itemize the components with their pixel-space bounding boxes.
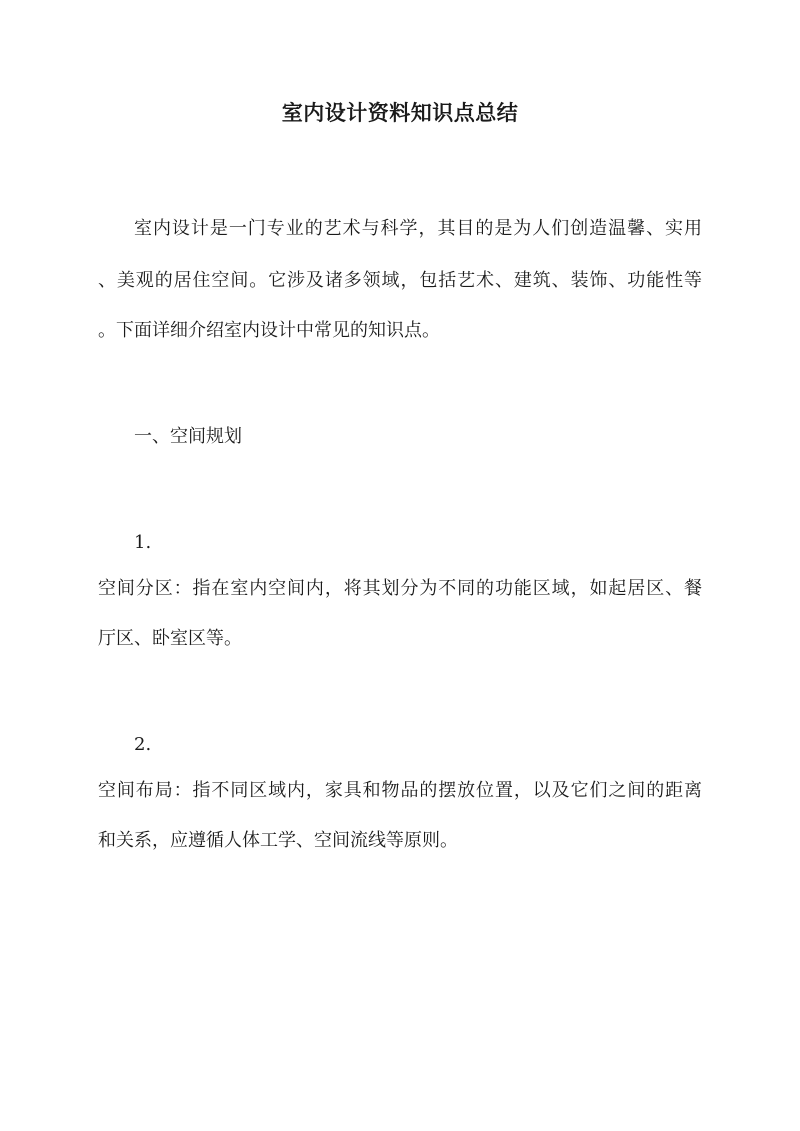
item-2-number: 2. (134, 734, 152, 755)
section-heading: 一、空间规划 (134, 426, 242, 447)
intro-line-2: 、美观的居住空间。它涉及诸多领域，包括艺术、建筑、装饰、功能性等 (98, 270, 702, 291)
document-title: 室内设计资料知识点总结 (281, 100, 519, 125)
item-2-line-2: 和关系，应遵循人体工学、空间流线等原则。 (98, 830, 458, 851)
item-1-line-2: 厅区、卧室区等。 (98, 628, 242, 649)
intro-line-3: 。下面详细介绍室内设计中常见的知识点。 (98, 320, 440, 341)
intro-line-1: 室内设计是一门专业的艺术与科学，其目的是为人们创造温馨、实用 (134, 218, 702, 239)
item-1-line-1: 空间分区：指在室内空间内，将其划分为不同的功能区域，如起居区、餐 (98, 578, 702, 599)
item-2-line-1: 空间布局：指不同区域内，家具和物品的摆放位置，以及它们之间的距离 (98, 780, 702, 801)
item-1-number: 1. (134, 532, 152, 553)
